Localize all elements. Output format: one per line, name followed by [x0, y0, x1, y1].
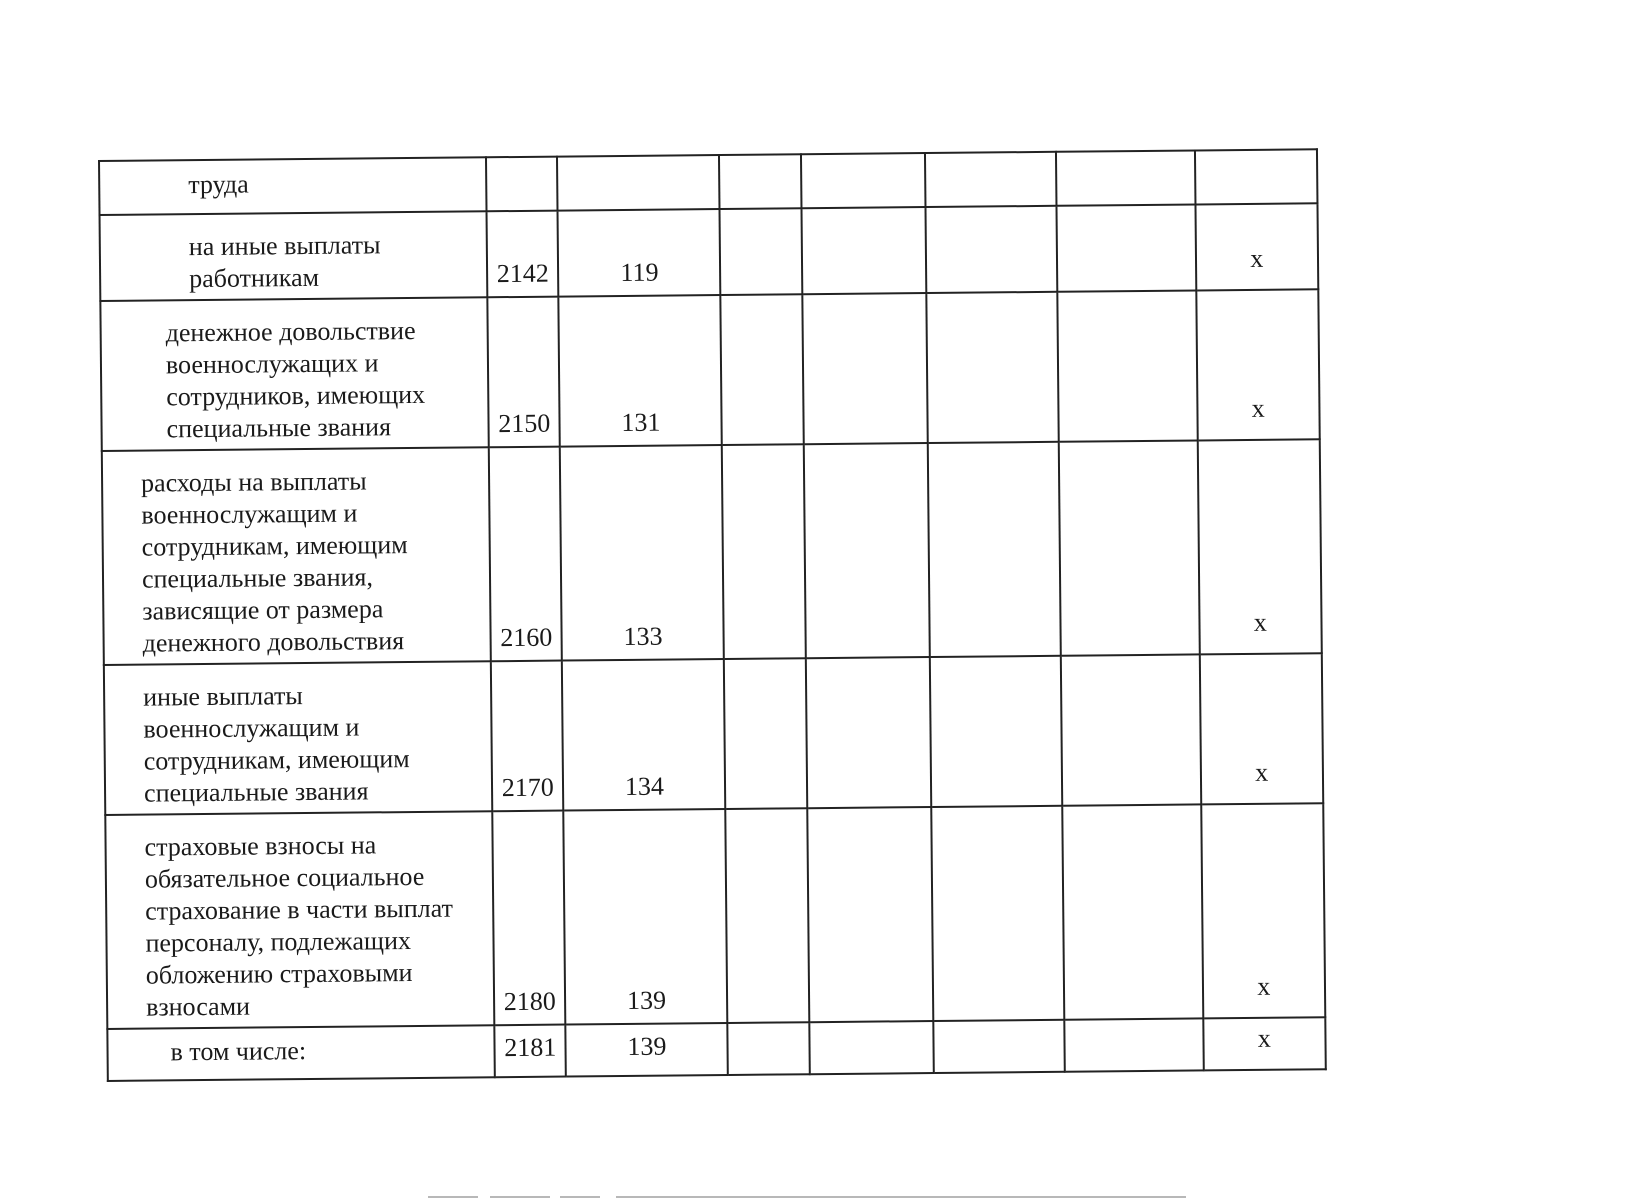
row-kosgu: 139	[564, 809, 728, 1025]
row-name-text: на иные выплаты работникам	[188, 230, 381, 294]
row-name	[102, 447, 491, 665]
empty-cell	[1061, 654, 1201, 805]
empty-cell	[801, 153, 925, 208]
row-kosgu: 133	[560, 445, 724, 661]
row-kosgu: 131	[559, 295, 723, 447]
row-code: 2160	[489, 447, 562, 662]
table-row	[100, 289, 1319, 451]
empty-cell	[804, 443, 930, 658]
empty-cell	[1059, 440, 1199, 655]
row-code	[486, 157, 558, 212]
empty-cell	[1063, 804, 1203, 1019]
empty-cell	[1058, 290, 1198, 441]
row-x-mark: x	[1203, 1017, 1326, 1070]
empty-cell	[719, 154, 801, 209]
row-name	[99, 157, 487, 215]
row-name-text: страховые взносы на обязательное социальное страхование в части выплат персоналу, подлежащих обложению страховыми взносами	[144, 830, 454, 1022]
empty-cell	[724, 658, 807, 809]
budget-table	[98, 148, 1327, 1082]
table-row	[100, 203, 1319, 301]
empty-cell	[925, 152, 1057, 207]
scan-artifact-line	[560, 1196, 600, 1198]
empty-cell	[931, 806, 1065, 1021]
row-name	[100, 297, 489, 451]
empty-cell	[722, 444, 806, 659]
row-x-mark: x	[1201, 803, 1326, 1018]
empty-cell	[926, 292, 1059, 443]
row-name-text: труда	[188, 169, 249, 200]
table-row	[102, 439, 1322, 665]
row-x-mark: x	[1195, 203, 1318, 290]
empty-cell	[933, 1020, 1065, 1073]
row-name-text: денежное довольствие военнослужащих и сотрудников, имеющих специальные звания	[165, 315, 426, 444]
empty-cell	[806, 657, 931, 808]
empty-cell	[720, 208, 802, 295]
row-code: 2181	[494, 1025, 566, 1078]
row-code: 2170	[491, 661, 564, 812]
empty-cell	[1056, 150, 1195, 205]
scan-artifact-line	[616, 1196, 1186, 1198]
table-row	[107, 1017, 1325, 1081]
row-kosgu: 139	[566, 1023, 729, 1077]
row-name	[104, 661, 493, 815]
row-name	[105, 811, 494, 1029]
empty-cell	[721, 294, 804, 445]
row-name	[100, 211, 488, 301]
row-x-mark: x	[1196, 289, 1320, 440]
empty-cell	[728, 1022, 810, 1075]
row-code: 2180	[492, 811, 565, 1026]
row-code: 2150	[487, 297, 560, 448]
empty-cell	[1065, 1018, 1204, 1071]
empty-cell	[809, 1021, 933, 1074]
row-code: 2142	[487, 211, 559, 298]
row-name	[107, 1025, 495, 1081]
row-name-text: иные выплаты военнослужащим и сотрудникам, имеющим специальные звания	[143, 681, 410, 808]
row-name-text: в том числе:	[170, 1036, 307, 1067]
scan-artifact-line	[428, 1196, 478, 1198]
empty-cell	[802, 293, 927, 444]
empty-cell	[929, 656, 1062, 807]
empty-cell	[925, 206, 1058, 293]
row-kosgu	[557, 155, 720, 211]
table-row	[104, 653, 1323, 815]
empty-cell	[802, 207, 926, 294]
empty-cell	[927, 442, 1061, 657]
row-x-mark	[1194, 149, 1317, 204]
row-x-mark: x	[1199, 653, 1323, 804]
row-x-mark: x	[1197, 439, 1322, 654]
scan-artifact-line	[490, 1196, 550, 1198]
row-name-text: расходы на выплаты военнослужащим и сотрудникам, имеющим специальные звания, зависящие от размера денежного довольствия	[140, 466, 408, 658]
empty-cell	[807, 807, 933, 1022]
empty-cell	[1057, 204, 1196, 291]
row-kosgu: 119	[558, 209, 721, 297]
row-kosgu: 134	[562, 659, 726, 811]
empty-cell	[726, 808, 810, 1023]
table-row	[105, 803, 1325, 1029]
